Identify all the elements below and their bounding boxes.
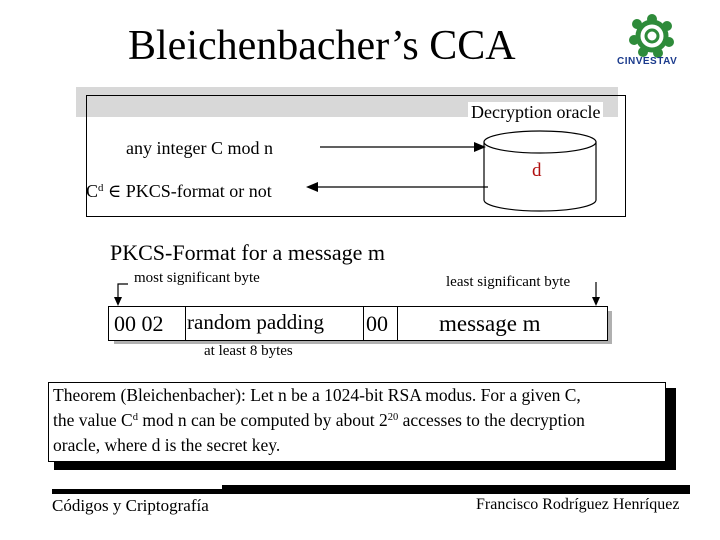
message-label: message m: [439, 311, 541, 336]
header-bytes-cell: [109, 307, 186, 340]
theorem-line-2: the value $C^d$ mod n can be computed by about $2^{20}$ accesses to the decryption: [53, 410, 585, 430]
header-bytes: 00 02: [114, 311, 164, 336]
footer-rule-left: [52, 489, 222, 494]
lsb-label: least significant byte: [446, 274, 571, 290]
decryption-oracle-label: Decryption oracle: [468, 102, 603, 123]
theorem-line-1: Theorem (Bleichenbacher): Let n be a 1024-bit RSA modus. For a given C,: [53, 385, 581, 405]
pkcs-message-block: [108, 306, 608, 341]
padding-label: random padding: [187, 310, 325, 334]
logo-text: CINVESTAV: [617, 56, 678, 67]
request-text: any integer C mod n: [126, 138, 273, 158]
pkcs-format-heading: PKCS-Format for a message m: [110, 240, 385, 265]
slide-title: Bleichenbacher’s CCA: [128, 23, 516, 69]
msb-label: most significant byte: [134, 270, 260, 286]
footer-rule-right: [222, 485, 690, 494]
msb-pointer-icon: [110, 282, 130, 306]
response-arrow-icon: [306, 180, 488, 194]
padding-note: at least 8 bytes: [204, 343, 293, 359]
footer-author: Francisco Rodríguez Henríquez: [476, 496, 680, 513]
response-text: $C^d$ ∈ PKCS-format or not: [86, 181, 272, 201]
theorem-line-3: oracle, where d is the secret key.: [53, 435, 281, 455]
lsb-pointer-icon: [586, 282, 606, 306]
theorem-box: [48, 382, 666, 462]
separator-cell: [363, 307, 398, 340]
oracle-secret-key: d: [532, 160, 542, 181]
footer-course: Códigos y Criptografía: [52, 496, 213, 516]
separator-byte: 00: [366, 311, 388, 336]
padding-cell: [185, 307, 364, 340]
request-arrow-icon: [320, 140, 486, 154]
message-cell: [397, 307, 607, 340]
